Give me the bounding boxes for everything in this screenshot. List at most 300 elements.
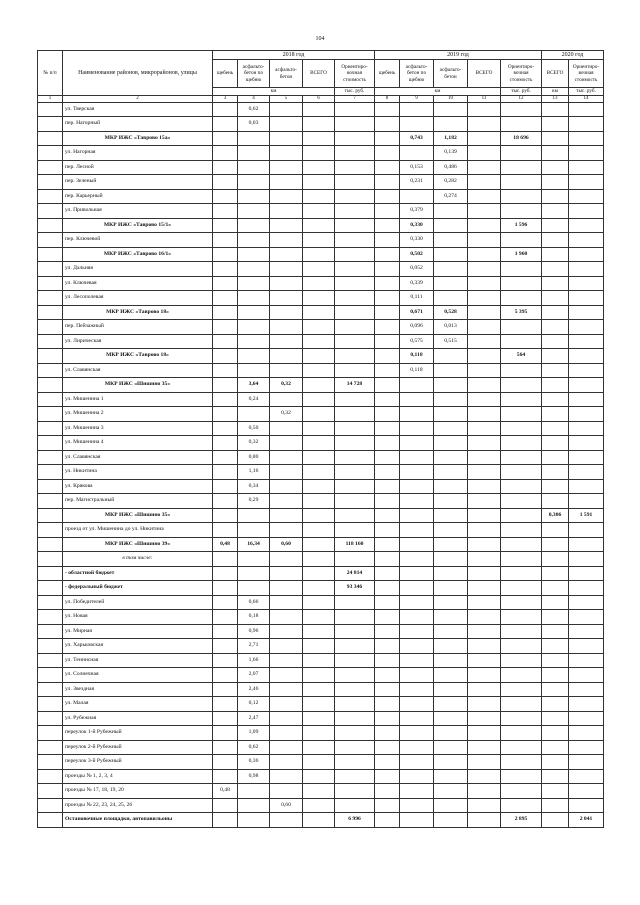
column-number: 2 xyxy=(63,95,213,102)
value-cell xyxy=(303,784,335,799)
value-cell xyxy=(38,146,63,161)
value-cell: 0,60 xyxy=(270,537,303,552)
value-cell xyxy=(238,566,270,581)
value-cell xyxy=(270,726,303,741)
value-cell: 0,330 xyxy=(400,218,434,233)
value-cell xyxy=(569,682,604,697)
value-cell xyxy=(468,566,501,581)
value-cell xyxy=(238,798,270,813)
section-row xyxy=(38,537,604,552)
value-cell xyxy=(38,276,63,291)
street-name-cell: переулок 2-й Рубежный xyxy=(63,740,213,755)
value-cell xyxy=(335,291,375,306)
value-cell xyxy=(270,175,303,190)
value-cell xyxy=(400,581,434,596)
value-cell xyxy=(270,436,303,451)
value-cell xyxy=(375,117,400,132)
value-cell xyxy=(542,523,569,538)
value-cell xyxy=(468,508,501,523)
value-cell xyxy=(468,131,501,146)
value-cell xyxy=(303,552,335,567)
value-cell xyxy=(375,595,400,610)
value-cell xyxy=(335,450,375,465)
value-cell: 1 960 xyxy=(501,247,542,262)
value-cell xyxy=(335,682,375,697)
value-cell xyxy=(335,653,375,668)
value-cell xyxy=(400,682,434,697)
value-cell xyxy=(569,537,604,552)
value-cell xyxy=(468,494,501,509)
value-cell xyxy=(400,508,434,523)
value-cell xyxy=(569,262,604,277)
value-cell xyxy=(569,233,604,248)
value-cell xyxy=(335,523,375,538)
value-cell xyxy=(335,204,375,219)
value-cell xyxy=(303,798,335,813)
value-cell xyxy=(270,552,303,567)
street-name-cell: переулок 3-й Рубежный xyxy=(63,755,213,770)
header-2020-total: ВСЕГО xyxy=(542,60,569,88)
value-cell xyxy=(303,334,335,349)
value-cell xyxy=(542,276,569,291)
value-cell xyxy=(270,204,303,219)
value-cell xyxy=(501,276,542,291)
unit-km-2020: км xyxy=(542,88,569,96)
table-row xyxy=(38,233,604,248)
value-cell xyxy=(542,653,569,668)
value-cell xyxy=(38,204,63,219)
value-cell xyxy=(569,320,604,335)
value-cell xyxy=(375,349,400,364)
value-cell xyxy=(501,595,542,610)
value-cell xyxy=(303,479,335,494)
value-cell xyxy=(270,262,303,277)
value-cell xyxy=(434,537,468,552)
header-2019-asphalt: асфальто-бетон xyxy=(434,60,468,88)
value-cell: 0,306 xyxy=(542,508,569,523)
column-number: 5 xyxy=(270,95,303,102)
value-cell xyxy=(238,291,270,306)
value-cell xyxy=(569,653,604,668)
value-cell xyxy=(213,711,238,726)
value-cell xyxy=(542,421,569,436)
value-cell xyxy=(375,407,400,422)
value-cell xyxy=(468,813,501,828)
value-cell xyxy=(569,798,604,813)
value-cell xyxy=(375,813,400,828)
value-cell xyxy=(375,233,400,248)
value-cell xyxy=(501,465,542,480)
value-cell xyxy=(400,566,434,581)
value-cell xyxy=(501,189,542,204)
value-cell xyxy=(270,755,303,770)
value-cell xyxy=(213,291,238,306)
value-cell xyxy=(213,334,238,349)
value-cell xyxy=(213,450,238,465)
value-cell xyxy=(270,450,303,465)
value-cell xyxy=(434,711,468,726)
header-2018-asphalt: асфальто-бетон xyxy=(270,60,303,88)
value-cell xyxy=(213,494,238,509)
column-number-row xyxy=(38,95,604,102)
value-cell: 0,66 xyxy=(238,595,270,610)
value-cell xyxy=(375,262,400,277)
page-number: 104 xyxy=(315,36,325,42)
value-cell xyxy=(335,784,375,799)
value-cell xyxy=(335,349,375,364)
value-cell xyxy=(238,363,270,378)
value-cell xyxy=(468,189,501,204)
value-cell xyxy=(542,378,569,393)
street-name-cell: МКР ИЖС «Шишино 35» xyxy=(63,508,213,523)
value-cell xyxy=(303,566,335,581)
value-cell xyxy=(468,726,501,741)
value-cell xyxy=(303,711,335,726)
value-cell xyxy=(542,813,569,828)
value-cell xyxy=(375,218,400,233)
value-cell xyxy=(434,494,468,509)
value-cell xyxy=(213,566,238,581)
value-cell xyxy=(542,697,569,712)
value-cell xyxy=(468,305,501,320)
table-body xyxy=(38,102,604,827)
value-cell xyxy=(270,639,303,654)
value-cell xyxy=(238,407,270,422)
value-cell xyxy=(468,378,501,393)
value-cell xyxy=(303,436,335,451)
value-cell xyxy=(213,581,238,596)
value-cell xyxy=(238,784,270,799)
value-cell: 16,34 xyxy=(238,537,270,552)
value-cell xyxy=(375,494,400,509)
column-number: 11 xyxy=(468,95,501,102)
value-cell xyxy=(569,769,604,784)
value-cell xyxy=(375,131,400,146)
value-cell: 0,502 xyxy=(400,247,434,262)
value-cell: 5 395 xyxy=(501,305,542,320)
value-cell xyxy=(303,639,335,654)
value-cell xyxy=(335,117,375,132)
value-cell xyxy=(434,421,468,436)
value-cell xyxy=(468,160,501,175)
value-cell xyxy=(468,436,501,451)
value-cell xyxy=(468,624,501,639)
table-row xyxy=(38,813,604,828)
value-cell xyxy=(303,595,335,610)
value-cell xyxy=(38,218,63,233)
value-cell xyxy=(400,102,434,117)
value-cell xyxy=(542,175,569,190)
value-cell xyxy=(303,407,335,422)
value-cell xyxy=(434,523,468,538)
value-cell xyxy=(375,204,400,219)
table-row xyxy=(38,494,604,509)
value-cell xyxy=(542,349,569,364)
value-cell xyxy=(569,711,604,726)
column-number: 3 xyxy=(213,95,238,102)
value-cell xyxy=(542,537,569,552)
value-cell xyxy=(400,595,434,610)
unit-rub-2020: тыс. руб. xyxy=(569,88,604,96)
street-name-cell: ул. Славянская xyxy=(63,363,213,378)
value-cell xyxy=(434,291,468,306)
street-name-cell: ул. Харьковская xyxy=(63,639,213,654)
value-cell: 0,139 xyxy=(434,146,468,161)
value-cell xyxy=(569,726,604,741)
street-name-cell: пер. Нагорный xyxy=(63,117,213,132)
value-cell xyxy=(303,769,335,784)
value-cell xyxy=(434,639,468,654)
header-year-2018: 2018 год xyxy=(213,51,375,60)
value-cell xyxy=(542,117,569,132)
value-cell xyxy=(434,769,468,784)
value-cell xyxy=(501,407,542,422)
column-number: 13 xyxy=(542,95,569,102)
value-cell xyxy=(213,131,238,146)
value-cell xyxy=(213,697,238,712)
value-cell: 1 596 xyxy=(501,218,542,233)
value-cell xyxy=(270,247,303,262)
value-cell xyxy=(375,610,400,625)
value-cell xyxy=(38,798,63,813)
value-cell xyxy=(468,697,501,712)
column-number: 1 xyxy=(38,95,63,102)
value-cell xyxy=(303,305,335,320)
value-cell xyxy=(501,639,542,654)
value-cell xyxy=(501,102,542,117)
value-cell: 0,48 xyxy=(213,784,238,799)
value-cell xyxy=(38,436,63,451)
value-cell xyxy=(238,233,270,248)
table-row xyxy=(38,726,604,741)
value-cell: 14 728 xyxy=(335,378,375,393)
table-row xyxy=(38,175,604,190)
value-cell xyxy=(303,363,335,378)
value-cell xyxy=(501,523,542,538)
value-cell xyxy=(213,320,238,335)
value-cell xyxy=(303,160,335,175)
value-cell xyxy=(501,653,542,668)
value-cell xyxy=(335,175,375,190)
value-cell xyxy=(434,784,468,799)
value-cell: 1,182 xyxy=(434,131,468,146)
value-cell xyxy=(501,508,542,523)
value-cell xyxy=(468,262,501,277)
value-cell xyxy=(542,595,569,610)
value-cell xyxy=(270,784,303,799)
value-cell xyxy=(238,189,270,204)
value-cell xyxy=(501,378,542,393)
table-row xyxy=(38,465,604,480)
value-cell xyxy=(38,421,63,436)
value-cell xyxy=(213,668,238,683)
value-cell xyxy=(569,450,604,465)
value-cell: 0,50 xyxy=(238,421,270,436)
value-cell xyxy=(335,392,375,407)
street-name-cell: пер. Пейзажный xyxy=(63,320,213,335)
value-cell xyxy=(38,639,63,654)
value-cell xyxy=(303,755,335,770)
value-cell xyxy=(501,798,542,813)
value-cell xyxy=(270,334,303,349)
value-cell xyxy=(434,595,468,610)
value-cell xyxy=(501,740,542,755)
table-row xyxy=(38,610,604,625)
value-cell xyxy=(213,682,238,697)
value-cell xyxy=(400,726,434,741)
value-cell xyxy=(335,102,375,117)
value-cell xyxy=(303,421,335,436)
value-cell xyxy=(270,668,303,683)
value-cell xyxy=(238,320,270,335)
value-cell xyxy=(38,508,63,523)
street-name-cell: проезды № 22, 23, 24, 25, 26 xyxy=(63,798,213,813)
value-cell xyxy=(468,465,501,480)
value-cell: 2,46 xyxy=(238,682,270,697)
value-cell xyxy=(501,160,542,175)
value-cell xyxy=(335,218,375,233)
value-cell xyxy=(270,769,303,784)
street-name-cell: проезды № 1, 2, 3, 4 xyxy=(63,769,213,784)
value-cell xyxy=(434,450,468,465)
value-cell: 0,24 xyxy=(238,392,270,407)
value-cell xyxy=(468,450,501,465)
table-row xyxy=(38,276,604,291)
value-cell xyxy=(38,160,63,175)
value-cell xyxy=(569,175,604,190)
street-name-cell: МКР ИЖС «Шишино 35» xyxy=(63,378,213,393)
value-cell xyxy=(542,233,569,248)
value-cell xyxy=(501,769,542,784)
value-cell xyxy=(542,624,569,639)
value-cell xyxy=(335,276,375,291)
value-cell xyxy=(501,117,542,132)
value-cell xyxy=(303,218,335,233)
value-cell xyxy=(501,175,542,190)
value-cell xyxy=(213,523,238,538)
value-cell xyxy=(270,189,303,204)
value-cell xyxy=(434,247,468,262)
value-cell xyxy=(303,204,335,219)
section-row xyxy=(38,349,604,364)
value-cell xyxy=(270,610,303,625)
street-name-cell: пер. Ключевой xyxy=(63,233,213,248)
value-cell xyxy=(38,320,63,335)
value-cell: 0,32 xyxy=(270,378,303,393)
value-cell xyxy=(270,392,303,407)
value-cell xyxy=(468,639,501,654)
value-cell xyxy=(434,798,468,813)
value-cell: 118 160 xyxy=(335,537,375,552)
value-cell xyxy=(434,102,468,117)
value-cell xyxy=(335,697,375,712)
header-2019-cost: Ориентиро-вочная стоимость xyxy=(501,60,542,88)
value-cell xyxy=(303,247,335,262)
value-cell xyxy=(303,624,335,639)
value-cell xyxy=(238,813,270,828)
value-cell xyxy=(434,624,468,639)
value-cell xyxy=(213,262,238,277)
value-cell xyxy=(542,450,569,465)
value-cell: 0,36 xyxy=(238,755,270,770)
value-cell xyxy=(468,523,501,538)
value-cell xyxy=(434,479,468,494)
value-cell: 0,274 xyxy=(434,189,468,204)
value-cell xyxy=(542,204,569,219)
value-cell xyxy=(213,769,238,784)
street-name-cell: МКР ИЖС «Таврово 18» xyxy=(63,305,213,320)
value-cell xyxy=(434,262,468,277)
street-name-cell: проезды № 17, 18, 19, 20 xyxy=(63,784,213,799)
section-row xyxy=(38,218,604,233)
value-cell xyxy=(335,247,375,262)
value-cell xyxy=(38,189,63,204)
value-cell xyxy=(375,668,400,683)
value-cell xyxy=(270,711,303,726)
value-cell xyxy=(542,465,569,480)
value-cell xyxy=(569,117,604,132)
value-cell xyxy=(569,697,604,712)
value-cell xyxy=(468,233,501,248)
value-cell xyxy=(213,465,238,480)
value-cell xyxy=(335,595,375,610)
value-cell xyxy=(375,624,400,639)
table-row xyxy=(38,595,604,610)
header-2018-gravel: щебень xyxy=(213,60,238,88)
table-row xyxy=(38,291,604,306)
value-cell xyxy=(569,639,604,654)
value-cell xyxy=(375,146,400,161)
value-cell xyxy=(501,204,542,219)
value-cell xyxy=(400,436,434,451)
value-cell xyxy=(213,247,238,262)
value-cell xyxy=(400,755,434,770)
value-cell: 0,34 xyxy=(238,479,270,494)
value-cell xyxy=(468,218,501,233)
value-cell xyxy=(303,262,335,277)
value-cell xyxy=(434,552,468,567)
value-cell xyxy=(542,798,569,813)
header-2020-cost: Ориентиро-вочная стоимость xyxy=(569,60,604,88)
value-cell xyxy=(375,755,400,770)
value-cell xyxy=(270,740,303,755)
value-cell xyxy=(375,291,400,306)
value-cell xyxy=(375,726,400,741)
value-cell xyxy=(38,711,63,726)
value-cell xyxy=(213,508,238,523)
value-cell xyxy=(303,523,335,538)
value-cell xyxy=(501,334,542,349)
street-name-cell: ул. Лесополевая xyxy=(63,291,213,306)
value-cell xyxy=(542,305,569,320)
value-cell xyxy=(270,508,303,523)
table-row xyxy=(38,146,604,161)
street-name-cell: в том числе: xyxy=(63,552,213,567)
value-cell xyxy=(501,682,542,697)
value-cell xyxy=(38,769,63,784)
street-name-cell: ул. Дальняя xyxy=(63,262,213,277)
value-cell xyxy=(238,305,270,320)
value-cell xyxy=(434,407,468,422)
table-row xyxy=(38,711,604,726)
value-cell xyxy=(434,668,468,683)
street-name-cell: ул. Мишенина 1 xyxy=(63,392,213,407)
value-cell xyxy=(375,334,400,349)
value-cell xyxy=(501,392,542,407)
value-cell xyxy=(542,146,569,161)
value-cell xyxy=(542,682,569,697)
value-cell: 2,07 xyxy=(238,668,270,683)
